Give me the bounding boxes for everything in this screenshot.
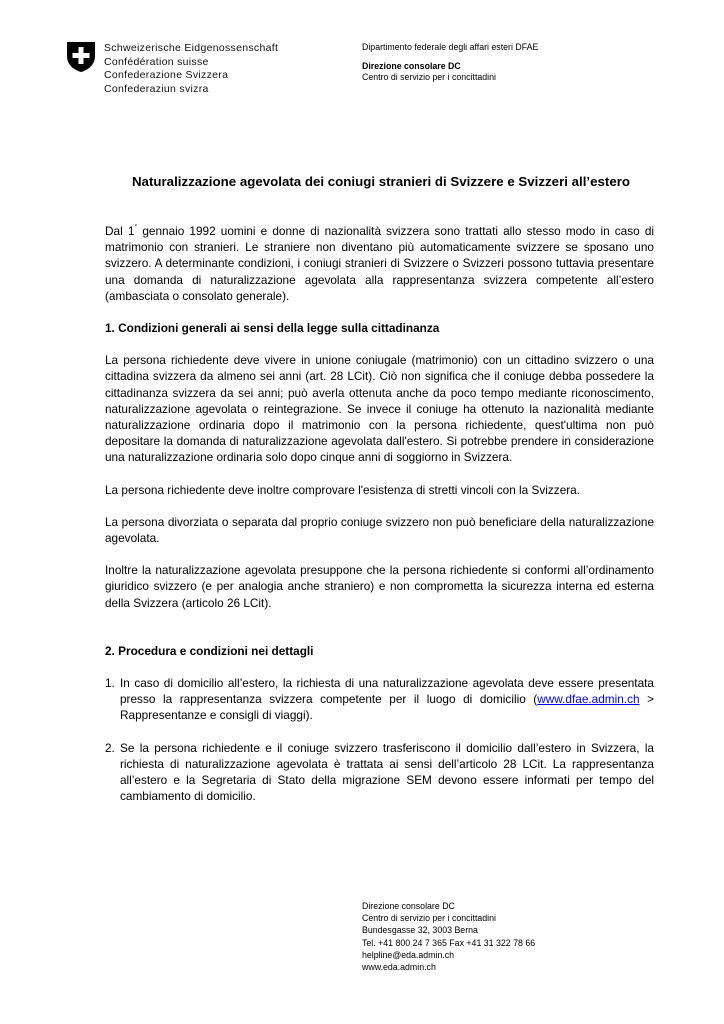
- confederation-name-de: Schweizerische Eidgenossenschaft: [104, 42, 279, 54]
- footer-service: Centro di servizio per i concittadini: [362, 913, 496, 924]
- section-1-heading: 1. Condizioni generali ai sensi della legge sulla cittadinanza: [105, 321, 440, 336]
- section-1-paragraph: La persona richiedente deve inoltre comprovare l'esistenza di stretti vincoli con la Svizzera.: [105, 482, 581, 497]
- section-1-paragraph: La persona divorziata o separata dal proprio coniuge svizzero non può beneficiare della naturalizzazione agevolata.: [105, 514, 654, 546]
- footer-street: Bundesgasse 32, 3003 Berna: [362, 925, 478, 936]
- document-body: [105, 220, 654, 804]
- list-item: [105, 740, 654, 805]
- footer-email: helpline@eda.admin.ch: [362, 949, 455, 960]
- directorate-name: Direzione consolare DC: [362, 60, 461, 71]
- confederation-names: [104, 42, 278, 96]
- list-item-text: Se la persona richiedente e il coniuge svizzero trasferiscono il domicilio dall’estero in Svizzera, la richiesta di naturalizzazione agevolata è trattata ai sensi dell’articolo 28 LCit. La rappresentanza all’estero e la Segretaria di Stato della migrazione SEM devono essere informati per tempo del cambiamento di domicilio.: [120, 740, 654, 804]
- confederation-name-rm: Confederaziun svizra: [104, 82, 209, 95]
- department-block: [362, 42, 538, 84]
- footer-directorate: Direzione consolare DC: [362, 901, 455, 911]
- list-item-number: 1.: [105, 676, 115, 691]
- section-1-paragraph: Inoltre la naturalizzazione agevolata presuppone che la persona richiedente si conformi all’ordinamento giuridico svizzero (e per analogia anche straniero) e non comprometta la sicurezza interna ed esterna della Svizzera (articolo 26 LCit).: [105, 563, 654, 610]
- footer-address: [362, 900, 535, 973]
- swiss-coat-of-arms-logo: [66, 41, 96, 73]
- intro-text-rest: gennaio 1992 uomini e donne di nazionalità svizzera sono trattati allo stesso modo in caso di matrimonio con stranieri. Le straniere non diventano più automaticamente svizzere se sposano uno svizzero. A determinante condizioni, i coniugi stranieri di Svizzere o Svizzeri possono tuttavia presentare una domanda di naturalizzazione agevolata alla rappresentanza svizzera competente all’estero (ambasciata o consolato generale).: [105, 224, 654, 303]
- intro-text-start: Dal 1: [105, 224, 135, 238]
- service-name: Centro di servizio per i concittadini: [362, 72, 496, 82]
- intro-paragraph: [105, 220, 654, 304]
- document-title: Naturalizzazione agevolata dei coniugi stranieri di Svizzere e Svizzeri all’estero: [131, 174, 631, 189]
- confederation-name-it: Confederazione Svizzera: [104, 69, 229, 82]
- department-name: Dipartimento federale degli affari esteri DFAE: [362, 42, 539, 52]
- intro-superscript: °: [134, 224, 138, 231]
- list-item: [105, 675, 654, 724]
- confederation-name-fr: Confédération suisse: [104, 55, 209, 68]
- section-2-heading: 2. Procedura e condizioni nei dettagli: [105, 643, 314, 658]
- footer-website: www.eda.admin.ch: [362, 962, 436, 973]
- list-item-text: In caso di domicilio all’estero, la richiesta di una naturalizzazione agevolata deve essere presentata presso la rappresentanza svizzera competente per il luogo di domicilio (: [120, 676, 654, 707]
- footer-phone-fax: Tel. +41 800 24 7 365 Fax +41 31 322 78 66: [362, 937, 536, 948]
- list-item-text-end: > Rappresentanze e consigli di viaggi).: [120, 692, 654, 723]
- dfae-link[interactable]: www.dfae.admin.ch: [537, 692, 640, 707]
- section-1-paragraph: La persona richiedente deve vivere in unione coniugale (matrimonio) con un cittadino svizzero o una cittadina svizzera da almeno sei anni (art. 28 LCit). Ciò non significa che il coniuge debba possedere la cittadinanza svizzera da sei anni; può averla ottenuta anche da poco tempo mediante riconoscimento, naturalizzazione agevolata o reintegrazione. Se invece il coniuge ha ottenuto la nazionalità mediante naturalizzazione ordinaria dopo il matrimonio con la persona richiedente, quest'ultima non può depositare la domanda di naturalizzazione agevolata dall'estero. Si potrebbe prendere in considerazione una naturalizzazione ordinaria solo dopo cinque anni di soggiorno in Svizzera.: [105, 353, 654, 465]
- list-item-number: 2.: [105, 740, 115, 755]
